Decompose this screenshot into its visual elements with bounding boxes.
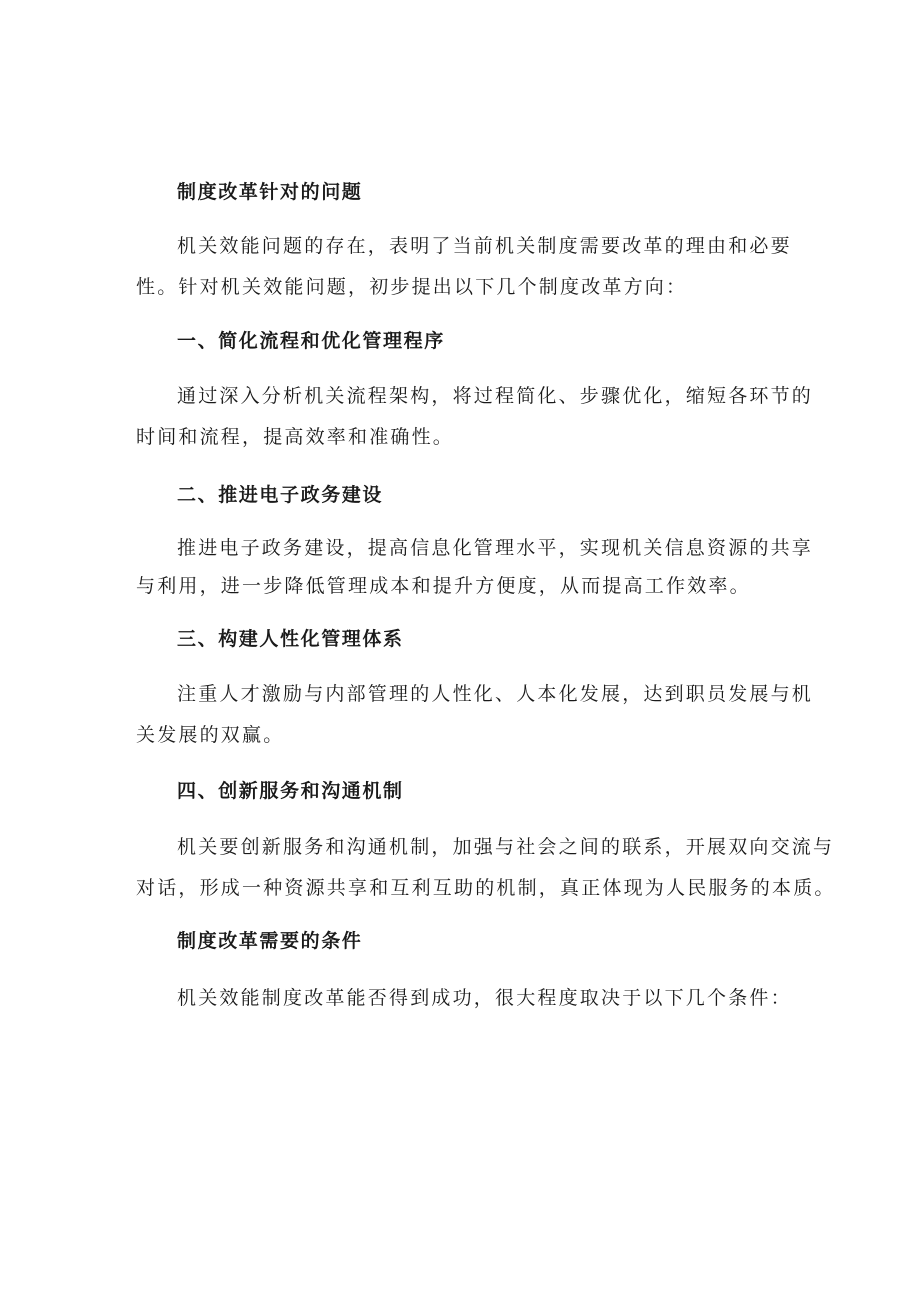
item-heading-2: 二、推进电子政务建设 — [177, 484, 384, 506]
item-1-text-line-2: 时间和流程，提高效率和准确性。 — [136, 426, 455, 448]
item-3-text-line-1: 注重人才激励与内部管理的人性化、人本化发展，达到职员发展与机 — [177, 683, 814, 705]
item-4-text-line-1: 机关要创新服务和沟通机制，加强与社会之间的联系，开展双向交流与 — [177, 836, 835, 858]
conditions-paragraph-line-1: 机关效能制度改革能否得到成功，很大程度取决于以下几个条件： — [177, 987, 792, 1009]
item-1-text-line-1: 通过深入分析机关流程架构，将过程简化、步骤优化，缩短各环节的 — [177, 385, 814, 407]
intro-paragraph-line-2: 性。针对机关效能问题，初步提出以下几个制度改革方向： — [136, 276, 688, 298]
item-2-text-line-2: 与利用，进一步降低管理成本和提升方便度，从而提高工作效率。 — [136, 575, 751, 597]
item-heading-1: 一、简化流程和优化管理程序 — [177, 330, 445, 352]
section-heading-problems: 制度改革针对的问题 — [177, 181, 363, 203]
item-2-text-line-1: 推进电子政务建设，提高信息化管理水平，实现机关信息资源的共享 — [177, 537, 814, 559]
item-heading-3: 三、构建人性化管理体系 — [177, 628, 404, 650]
item-3-text-line-2: 关发展的双赢。 — [136, 724, 285, 746]
section-heading-conditions: 制度改革需要的条件 — [177, 930, 363, 952]
item-4-text-line-2: 对话，形成一种资源共享和互利互助的机制，真正体现为人民服务的本质。 — [136, 877, 836, 899]
intro-paragraph-line-1: 机关效能问题的存在，表明了当前机关制度需要改革的理由和必要 — [177, 235, 792, 257]
item-heading-4: 四、创新服务和沟通机制 — [177, 780, 404, 802]
